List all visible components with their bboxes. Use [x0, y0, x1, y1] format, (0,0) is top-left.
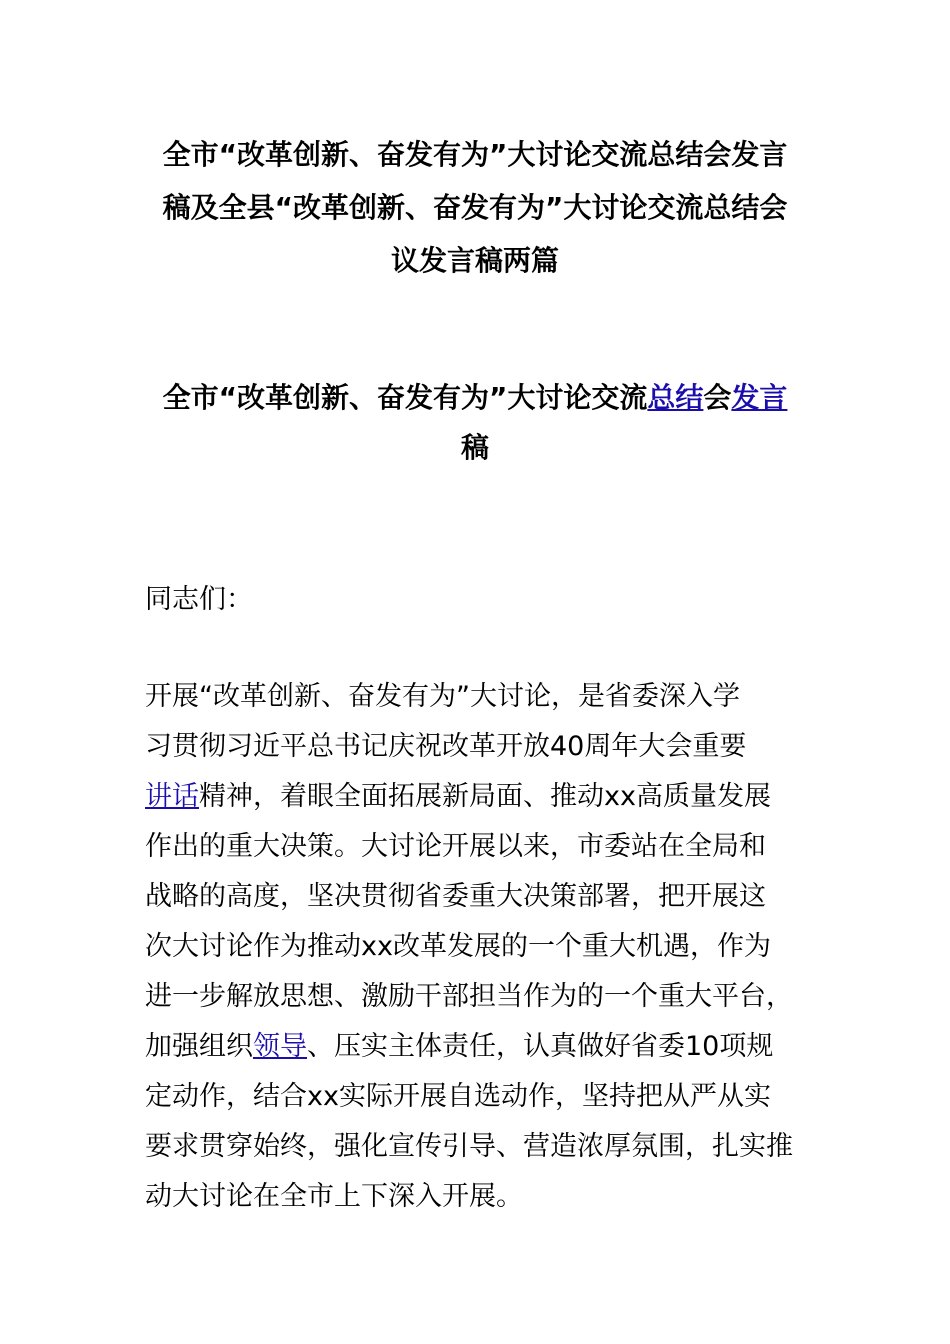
paragraph-line	[145, 772, 825, 822]
speech-title-text: 会	[703, 381, 732, 414]
title-line: 稿及全县“改革创新、奋发有为”大讨论交流总结会	[162, 191, 788, 224]
leadership-link[interactable]: 领导	[253, 1031, 307, 1062]
speech-title-line: 稿	[460, 431, 489, 464]
speech-title-line	[140, 373, 810, 423]
paragraph-line: 战略的高度，坚决贯彻省委重大决策部署，把开展这	[145, 881, 766, 912]
paragraph-line: 动大讨论在全市上下深入开展。	[145, 1181, 523, 1212]
paragraph-text: 加强组织	[145, 1031, 253, 1062]
paragraph-line: 次大讨论作为推动xx改革发展的一个重大机遇，作为	[145, 931, 771, 962]
paragraph-line: 要求贯穿始终，强化宣传引导、营造浓厚氛围，扎实推	[145, 1131, 793, 1162]
salutation: 同志们：	[145, 584, 253, 615]
speech-title	[140, 373, 810, 473]
paragraph-line: 进一步解放思想、激励干部担当作为的一个重大平台，	[145, 981, 793, 1012]
speech-text-link[interactable]: 讲话	[145, 781, 199, 812]
paragraph-text: 精神，着眼全面拓展新局面、推动xx高质量发展	[199, 781, 771, 812]
paragraph-line: 开展“改革创新、奋发有为”大讨论，是省委深入学	[145, 681, 740, 712]
paragraph-line	[145, 1022, 825, 1072]
paragraph-text: 、压实主体责任，认真做好省委10项规	[307, 1031, 774, 1062]
paragraph-line: 习贯彻习近平总书记庆祝改革开放40周年大会重要	[145, 731, 747, 762]
paragraph-line: 定动作，结合xx实际开展自选动作，坚持把从严从实	[145, 1081, 771, 1112]
document-title	[140, 128, 810, 287]
body-paragraph	[145, 672, 825, 1222]
title-line: 全市“改革创新、奋发有为”大讨论交流总结会发言	[162, 138, 788, 171]
title-line: 议发言稿两篇	[390, 244, 559, 277]
speech-link[interactable]: 发言	[731, 381, 788, 414]
speech-title-text: 全市“改革创新、奋发有为”大讨论交流	[162, 381, 648, 414]
summary-link[interactable]: 总结	[647, 381, 704, 414]
paragraph-line: 作出的重大决策。大讨论开展以来，市委站在全局和	[145, 831, 766, 862]
